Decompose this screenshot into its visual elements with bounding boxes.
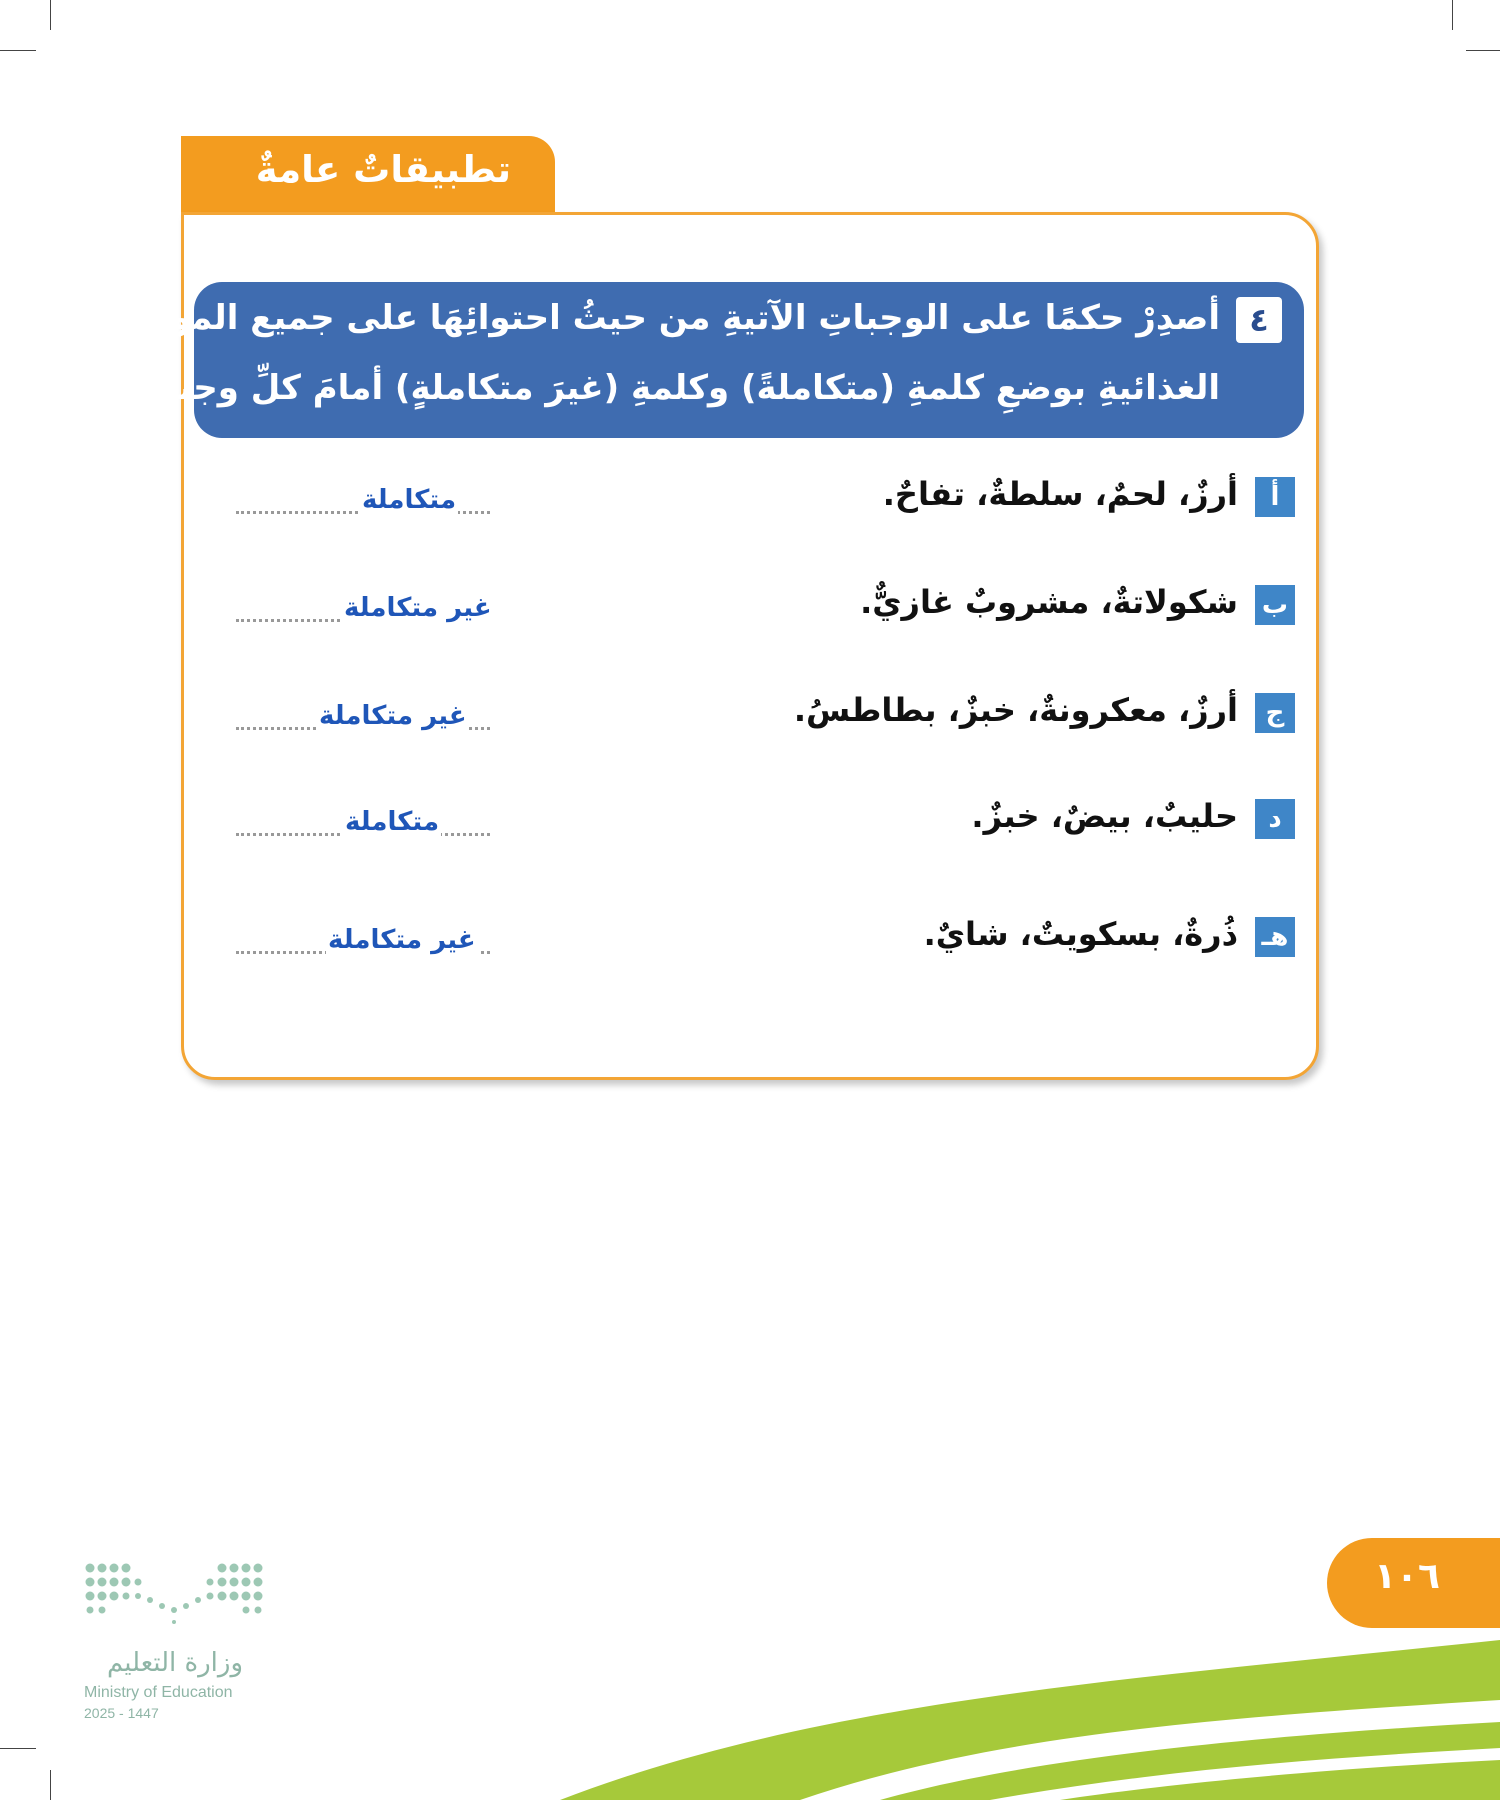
ministry-logo [82,1560,282,1730]
item-letter-badge: هـ [1255,917,1295,957]
section-tab [181,136,555,212]
crop-mark [1466,50,1500,51]
question-text-line-1: أصدِرْ حكمًا على الوجباتِ الآتيةِ من حيثُ احتوائِهَا على جميع الموادِّ [140,298,1220,338]
question-text-line-2: الغذائيةِ بوضعِ كلمةِ (متكاملةً) وكلمةِ (غيرَ متكاملةٍ) أمامَ كلِّ وجبةٍ : [133,368,1220,408]
answer-text: غير متكاملة [344,593,492,623]
logo-dots-icon [82,1560,268,1624]
logo-year-text: 2025 - 1447 [84,1705,159,1721]
meal-item [184,477,1316,537]
item-letter-badge: د [1255,799,1295,839]
meal-text: حليبٌ، بيضٌ، خبزٌ. [971,797,1238,835]
crop-mark [50,1770,51,1800]
meal-item [184,917,1316,977]
crop-mark [0,50,36,51]
question-number: ٤ [1236,297,1282,343]
meal-item [184,799,1316,859]
item-letter-badge: ب [1255,585,1295,625]
meal-text: أرزٌ، معكرونةٌ، خبزٌ، بطاطسُ. [793,691,1238,729]
meal-text: شكولاتةٌ، مشروبٌ غازيٌّ. [860,583,1238,621]
meal-text: ذُرةٌ، بسكويتٌ، شايٌ. [923,915,1238,953]
item-letter-badge: أ [1255,477,1295,517]
crop-mark [0,1748,36,1749]
meal-item [184,585,1316,645]
question-bar [133,282,1304,438]
footer-swoosh-decoration [560,1640,1500,1800]
answer-text: غير متكاملة [328,925,476,955]
meal-text: أرزٌ، لحمٌ، سلطةٌ، تفاحٌ. [882,475,1238,513]
crop-mark [50,0,51,30]
exercise-card [133,212,1319,1080]
answer-text: متكاملة [345,807,440,837]
crop-mark [1452,0,1453,30]
logo-english-text: Ministry of Education [84,1684,233,1701]
page-number-tab [1327,1538,1500,1628]
page-number: ١٠٦ [1374,1556,1440,1597]
logo-arabic-text: وزارة التعليم [106,1648,244,1678]
meal-item [184,693,1316,753]
answer-text: متكاملة [362,485,457,515]
item-letter-badge: ج [1255,693,1295,733]
answer-text: غير متكاملة [319,701,467,731]
section-title: تطبيقاتٌ عامةٌ [255,148,511,191]
